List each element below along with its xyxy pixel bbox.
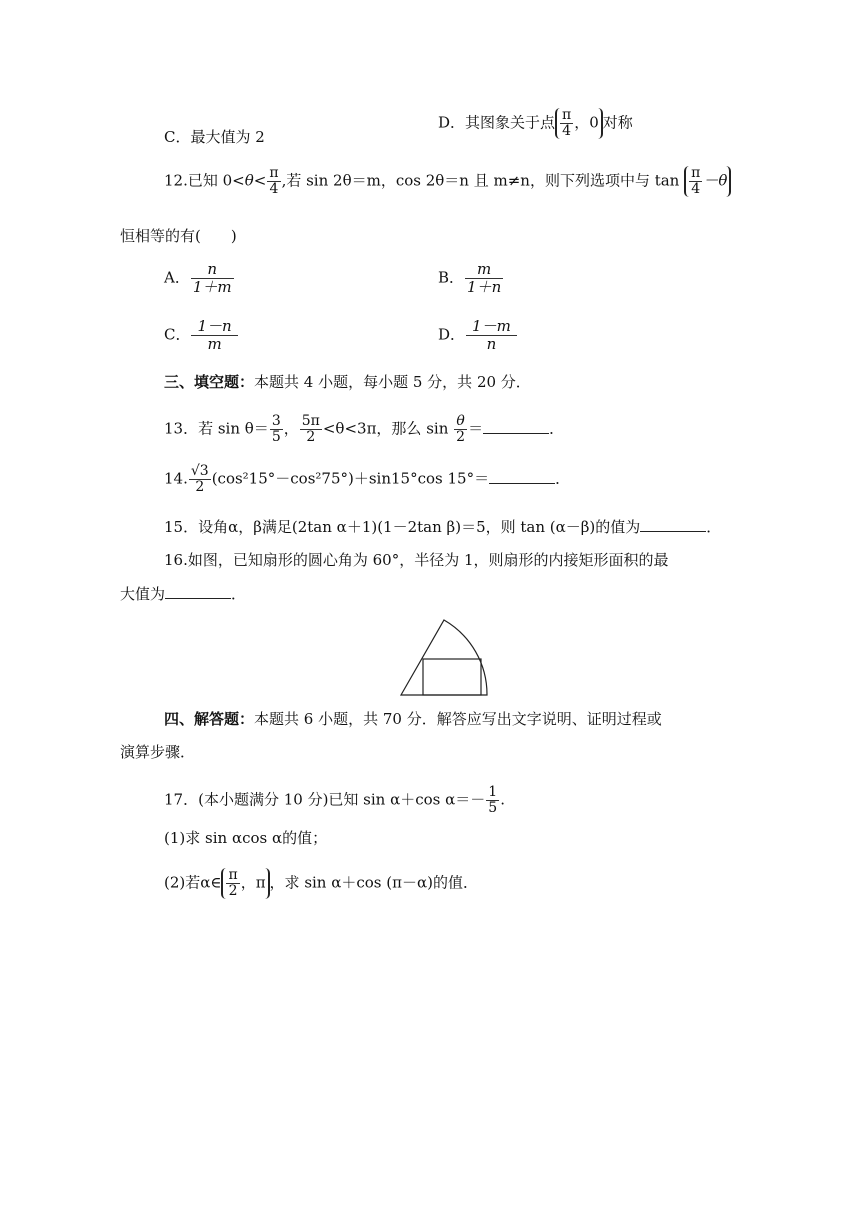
question-13: 13．若 sin θ＝ $\frac{3}{5}$ ， $\frac{5\pi}{2}$ <θ<3π，那么 sin $\frac{\theta}{2}$ ＝ ． (164, 413, 565, 445)
q12-option-b: B． $\frac{m}{1+n}$ (438, 260, 502, 296)
question-16-line1: 16.如图，已知扇形的圆心角为 60°，半径为 1，则扇形的内接矩形面积的最 (164, 551, 669, 569)
q12-option-c: C． $\frac{1-n}{m}$ (164, 318, 239, 353)
question-17-part2: (2)若α∈ $\frac{\pi}{2}$ ，π ，求 sin α＋cos (π－α)的值． (164, 867, 478, 899)
q11-option-d: D．其图象关于点 $\frac{\pi}{4}$ ，0 对称 (438, 107, 633, 139)
question-16-line2: 大值为 ． (120, 585, 247, 603)
q17-interval-bracket: $\frac{\pi}{2}$ ，π (221, 868, 269, 899)
q14-answer-blank[interactable] (489, 469, 555, 484)
q12-option-a: A． $\frac{n}{1+m}$ (164, 260, 232, 296)
question-12-stem: 12.已知 0<θ< $\frac{\pi}{4}$ ,若 sin 2θ＝m，cos 2θ＝n 且 m≠n，则下列选项中与 tan $\frac{\pi}{4}$ －θ (164, 166, 731, 197)
question-17: 17．(本小题满分 10 分)已知 sin α＋cos α＝－ $\frac{1}{5}$ . (164, 784, 505, 816)
section-4-heading: 四、解答题：本题共 6 小题，共 70 分．解答应写出文字说明、证明过程或 (164, 710, 662, 728)
question-15: 15．设角α，β满足(2tan α＋1)(1－2tan β)＝5，则 tan (α－β)的值为 ． (164, 518, 722, 536)
sector-rectangle-figure (398, 612, 498, 698)
question-14: 14. $\frac{√3}{2}$ (cos²15°－cos²75°)＋sin15°cos 15°＝ ． (164, 463, 571, 495)
q16-answer-blank[interactable] (165, 584, 231, 599)
q11-point-bracket: $\frac{\pi}{4}$ ，0 (555, 108, 603, 139)
section-3-heading: 三、填空题：本题共 4 小题，每小题 5 分，共 20 分． (164, 373, 531, 391)
q12-option-d: D． $\frac{1-m}{n}$ (438, 318, 518, 353)
sector-shape (401, 620, 487, 695)
q13-answer-blank[interactable] (483, 419, 549, 434)
q12-tan-bracket: $\frac{\pi}{4}$ －θ (684, 166, 731, 197)
question-17-part1: (1)求 sin αcos α的值； (164, 829, 328, 847)
question-12-line2: 恒相等的有( ) (120, 227, 237, 245)
q11-option-c: C．最大值为 2 (164, 128, 265, 146)
section-4-line2: 演算步骤． (120, 743, 196, 761)
inscribed-rectangle (423, 659, 481, 695)
q15-answer-blank[interactable] (640, 517, 706, 532)
